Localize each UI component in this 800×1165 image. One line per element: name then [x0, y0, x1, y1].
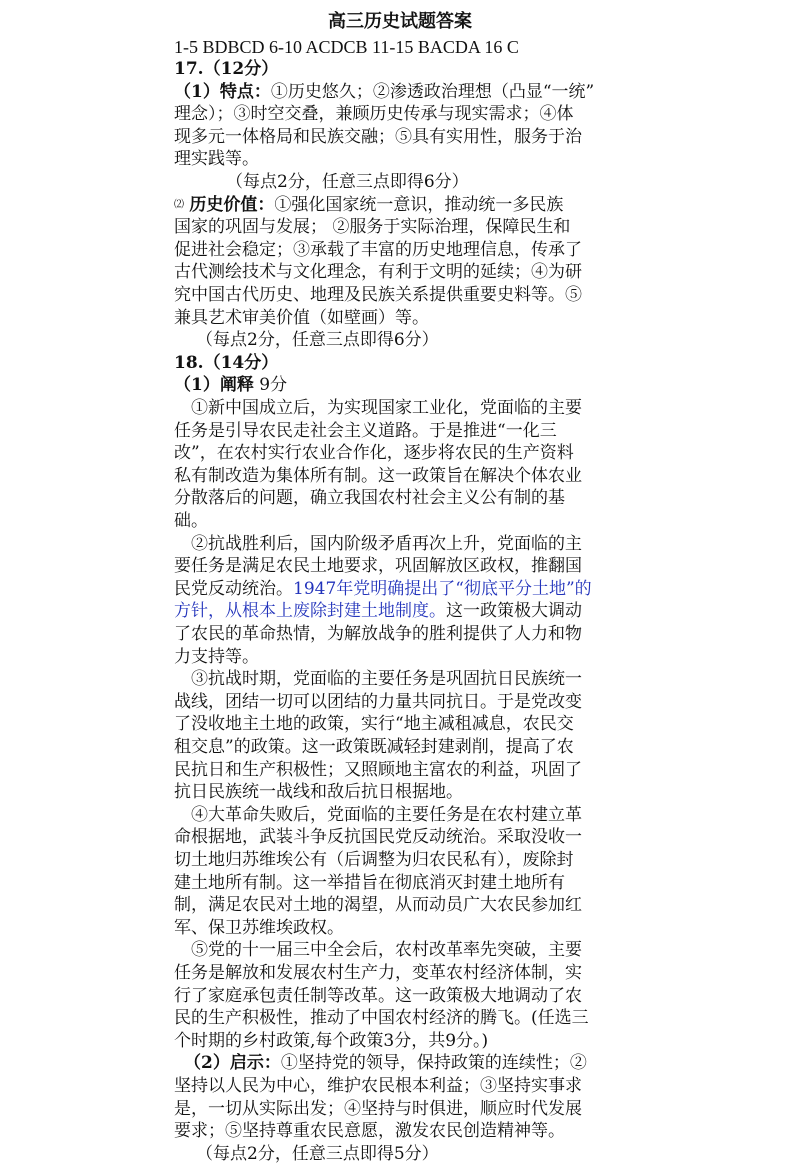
q18-para3-text: 租交息”的政策。这一政策既减轻封建剥削，提高了农	[174, 737, 574, 757]
q18-part2-text: 坚持以人民为中心，维护农民根本利益；③坚持实事求	[174, 1076, 582, 1096]
q17-part2-text: 究中国古代历史、地理及民族关系提供重要史料等。⑤	[174, 285, 582, 305]
q18-para5-text: ⑤党的十一届三中全会后，农村改革率先突破，主要	[191, 940, 582, 961]
q18-para2-highlight: 方针，从根本上废除封建土地制度。	[174, 601, 446, 622]
q18-para3-text: 战线，团结一切可以团结的力量共同抗日。于是党改变	[174, 691, 582, 712]
q17-part2-text: 国家的巩固与发展； ②服务于实际治理，保障民生和	[174, 217, 571, 238]
q18-para4-text: 切土地归苏维埃公有（后调整为归农民私有），废除封	[174, 850, 574, 870]
q17-part1-text: ①历史悠久；②渗透政治理想（凸显“一统”	[270, 81, 595, 102]
q18-para1-text: 础。	[174, 511, 208, 531]
q18-part2-text: 是，一切从实际出发；④坚持与时俱进，顺应时代发展	[174, 1098, 582, 1119]
q18-para1-text: 私有制改造为集体所有制。这一政策旨在解决个体农业	[174, 465, 582, 486]
q18-para3-text: 民抗日和生产积极性；又照顾地主富农的利益，巩固了	[174, 759, 582, 780]
q18-part2-text: 要求；⑤坚持尊重农民意愿，激发农民创造精神等。	[174, 1121, 565, 1142]
choice-answers-line: 1-5 BDBCD 6-10 ACDCB 11-15 BACDA 16 C	[174, 37, 519, 57]
q18-para1-text: ①新中国成立后，为实现国家工业化，党面临的主要	[191, 398, 582, 418]
q17-part2-text: ①强化国家统一意识，推动统一多民族	[274, 194, 564, 215]
q18-para3-text: ③抗战时期，党面临的主要任务是巩固抗日民族统一	[191, 669, 582, 690]
q18-para4-text: 建土地所有制。这一举措旨在彻底消灭封建土地所有	[174, 872, 565, 893]
q18-para3-text: 抗日民族统一战线和敌后抗日根据地。	[174, 782, 463, 803]
q18-para4-text: 军、保卫苏维埃政权。	[174, 917, 344, 938]
q17-part2-line	[174, 194, 634, 217]
q17-part2-marker: ⑵	[174, 199, 184, 211]
q18-para3-text: 了没收地主土地的政策，实行“地主减租减息，农民交	[174, 714, 574, 735]
q18-para2-highlight: 1947年党明确提出了“彻底平分土地”的	[293, 578, 592, 599]
q18-part2-line	[184, 1052, 644, 1074]
q18-para5-text: 行了家庭承包责任制等改革。这一政策极大地调动了农	[174, 985, 582, 1006]
q18-para4-text: 制，满足农民对土地的渴望，从而动员广大农民参加红	[174, 895, 582, 916]
document-title: 高三历史试题答案	[328, 11, 472, 32]
q17-part1-label: （1）特点：	[174, 81, 271, 102]
q18-para2-mixed-line	[174, 578, 634, 600]
q18-para2-text: ②抗战胜利后，国内阶级矛盾再次上升，党面临的主	[191, 533, 582, 554]
q17-part2-text: 古代测绘技术与文化理念，有利于文明的延续；④为研	[174, 262, 582, 283]
q18-para2-text: 这一政策极大调动	[446, 601, 582, 622]
q17-part1-line	[174, 81, 634, 103]
q18-para5-text: 个时期的乡村政策,每个政策3分，共9分。)	[174, 1030, 489, 1051]
q18-para2-text: 力支持等。	[174, 646, 259, 667]
q18-part2-score: （每点2分，任意三点即得5分）	[196, 1143, 439, 1164]
q18-part2-text: ①坚持党的领导，保持政策的连续性；②	[280, 1053, 587, 1074]
q17-part1-score: （每点2分，任意三点即得6分）	[226, 172, 469, 192]
q18-part2-label: （2）启示：	[184, 1053, 281, 1074]
q17-part2-score: （每点2分，任意三点即得6分）	[196, 330, 439, 351]
q18-para5-text: 任务是解放和发展农村生产力，变革农村经济体制，实	[174, 963, 582, 983]
q18-para4-text: ④大革命失败后，党面临的主要任务是在农村建立革	[191, 804, 582, 825]
q18-part1-heading	[174, 374, 634, 396]
q17-part2-text: 兼具艺术审美价值（如壁画）等。	[174, 307, 429, 328]
q17-part2-text: 促进社会稳定；③承载了丰富的历史地理信息，传承了	[174, 239, 582, 260]
q18-para2-text: 民党反动统治。	[174, 578, 293, 599]
q18-para1-text: 分散落后的问题，确立我国农村社会主义公有制的基	[174, 488, 565, 509]
q18-part1-points: 9分	[259, 375, 288, 396]
q17-part1-text: 理实践等。	[174, 149, 259, 170]
q18-para4-text: 命根据地，武装斗争反抗国民党反动统治。采取没收一	[174, 827, 582, 848]
q18-header: 18.（14分）	[174, 352, 279, 373]
q18-part1-label: （1）阐释	[174, 375, 254, 396]
q18-para2-text: 要任务是满足农民土地要求，巩固解放区政权，推翻国	[174, 556, 582, 577]
q18-para1-text: 任务是引导农民走社会主义道路。于是推进“一化三	[174, 420, 557, 441]
q18-para2-text: 了农民的革命热情，为解放战争的胜利提供了人力和物	[174, 624, 582, 644]
q18-para2-mixed-line	[174, 600, 634, 622]
q17-part1-text: 理念）；③时空交叠，兼顾历史传承与现实需求；④体	[174, 104, 574, 125]
q18-para5-text: 民的生产积极性，推动了中国农村经济的腾飞。(任选三	[174, 1008, 589, 1029]
q17-part2-label: 历史价值：	[189, 194, 275, 215]
q17-part1-text: 现多元一体格局和民族交融；⑤具有实用性，服务于治	[174, 126, 582, 147]
q17-header: 17.（12分）	[174, 59, 279, 79]
q18-para1-text: 改”，在农村实行农业合作化，逐步将农民的生产资料	[174, 443, 574, 464]
